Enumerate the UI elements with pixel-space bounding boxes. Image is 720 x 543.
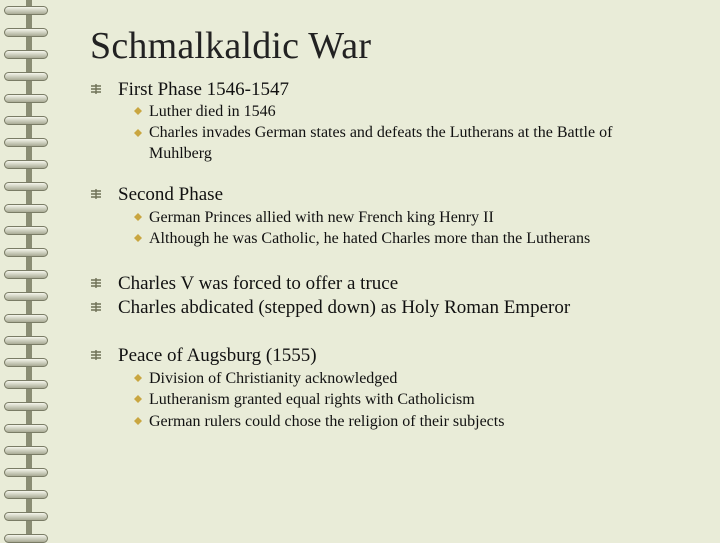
diamond-bullet-icon <box>134 129 142 137</box>
crossed-lines-bullet-icon <box>90 301 102 313</box>
binding-ring <box>4 446 48 455</box>
bullet-item: German rulers could chose the religion of their subjects <box>149 413 505 430</box>
binding-ring <box>4 358 48 367</box>
crossed-lines-bullet-icon <box>90 188 102 200</box>
binding-ring <box>4 226 48 235</box>
section-heading: First Phase 1546-1547 <box>118 79 289 100</box>
bullet-item: Although he was Catholic, he hated Charles more than the Lutherans <box>149 230 591 247</box>
binding-ring <box>4 160 48 169</box>
binding-ring <box>4 204 48 213</box>
binding-ring <box>4 182 48 191</box>
binding-ring <box>4 28 48 37</box>
binding-ring <box>4 424 48 433</box>
diamond-bullet-icon <box>134 234 142 242</box>
binding-ring <box>4 6 48 15</box>
binding-ring <box>4 468 48 477</box>
binding-ring <box>4 336 48 345</box>
section-heading: Charles V was forced to offer a truce <box>118 273 399 294</box>
diamond-bullet-icon <box>134 213 142 221</box>
diamond-bullet-icon <box>134 107 142 115</box>
bullet-item: Division of Christianity acknowledged <box>149 370 398 387</box>
binding-ring <box>4 270 48 279</box>
binding-ring <box>4 490 48 499</box>
binding-ring <box>4 116 48 125</box>
bullet-item: Luther died in 1546 <box>149 103 276 120</box>
binding-ring <box>4 292 48 301</box>
diamond-bullet-icon <box>134 374 142 382</box>
binding-ring <box>4 512 48 521</box>
binding-ring <box>4 534 48 543</box>
binding-ring <box>4 314 48 323</box>
diamond-bullet-icon <box>134 417 142 425</box>
binding-ring <box>4 50 48 59</box>
bullet-item: Lutheranism granted equal rights with Catholicism <box>149 391 475 408</box>
binding-ring <box>4 94 48 103</box>
crossed-lines-bullet-icon <box>90 349 102 361</box>
binding-ring <box>4 138 48 147</box>
crossed-lines-bullet-icon <box>90 83 102 95</box>
bullet-item: Charles invades German states and defeats the Lutherans at the Battle of Muhlberg <box>149 124 613 162</box>
slide-title: Schmalkaldic War <box>90 25 372 67</box>
binding-ring <box>4 248 48 257</box>
crossed-lines-bullet-icon <box>90 277 102 289</box>
section-heading: Charles abdicated (stepped down) as Holy Roman Emperor <box>118 297 571 318</box>
spiral-binding <box>0 0 58 540</box>
binding-ring <box>4 402 48 411</box>
section-heading: Peace of Augsburg (1555) <box>118 345 317 366</box>
binding-ring <box>4 72 48 81</box>
diamond-bullet-icon <box>134 395 142 403</box>
section-heading: Second Phase <box>118 184 224 205</box>
bullet-item: German Princes allied with new French king Henry II <box>149 209 494 226</box>
binding-ring <box>4 380 48 389</box>
